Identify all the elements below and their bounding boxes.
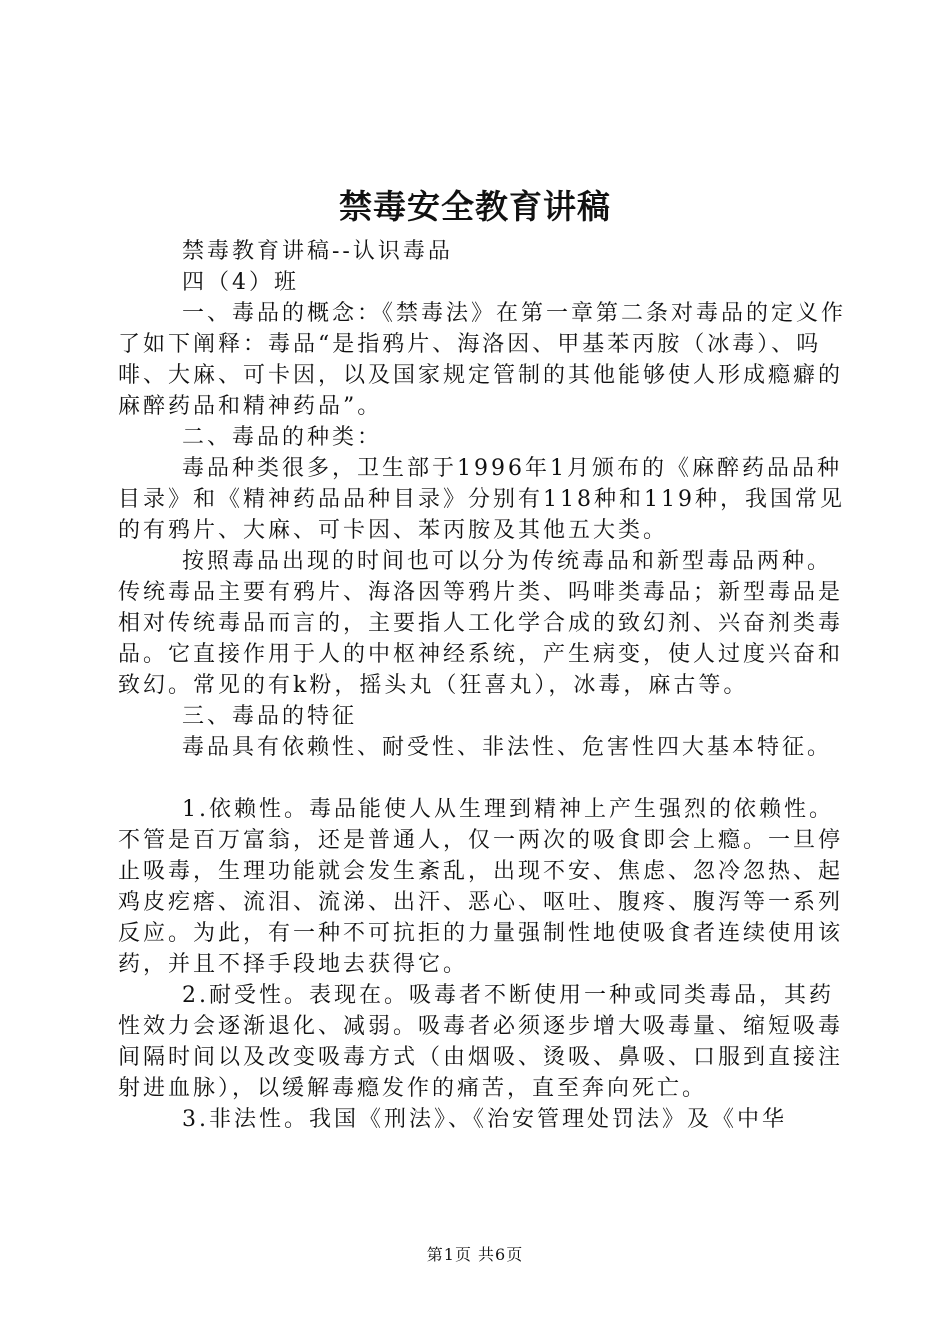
document-title: 禁毒安全教育讲稿 — [339, 187, 611, 226]
paragraph: 2.耐受性。表现在。吸毒者不断使用一种或同类毒品，其药性效力会逐渐退化、减弱。吸毒者必须逐步增大吸毒量、缩短吸毒间隔时间以及改变吸毒方式（由烟吸、烫吸、鼻吸、口服到直接注射进血脉），以缓解毒瘾发作的痛苦，直至奔向死亡。 — [118, 983, 844, 1101]
paragraph: 1.依赖性。毒品能使人从生理到精神上产生强烈的依赖性。不管是百万富翁，还是普通人，仅一两次的吸食即会上瘾。一旦停止吸毒，生理功能就会发生紊乱，出现不安、焦虑、忽冷忽热、起鸡皮疙瘩、流泪、流涕、出汗、恶心、呕吐、腹疼、腹泻等一系列反应。为此，有一种不可抗拒的力量强制性地使吸食者连续使用该药，并且不择手段地去获得它。 — [118, 797, 844, 977]
paragraph: 按照毒品出现的时间也可以分为传统毒品和新型毒品两种。传统毒品主要有鸦片、海洛因等鸦片类、吗啡类毒品；新型毒品是相对传统毒品而言的，主要指人工化学合成的致幻剂、兴奋剂类毒品。它直接作用于人的中枢神经系统，产生病变，使人过度兴奋和致幻。常见的有k粉，摇头丸（狂喜丸），冰毒，麻古等。 — [118, 549, 844, 698]
subtitle-line: 禁毒教育讲稿--认识毒品 — [182, 239, 453, 264]
paragraph: 3.非法性。我国《刑法》、《治安管理处罚法》及《中华 — [182, 1107, 787, 1132]
page-footer: 第1页 共6页 — [426, 1245, 524, 1264]
document-body — [118, 236, 848, 1135]
section-heading: 三、毒品的特征 — [182, 704, 358, 729]
paragraph: 毒品种类很多，卫生部于1996年1月颁布的《麻醉药品品种目录》和《精神药品品种目录》分别有118种和119种，我国常见的有鸦片、大麻、可卡因、苯丙胺及其他五大类。 — [118, 456, 845, 543]
paragraph: 毒品具有依赖性、耐受性、非法性、危害性四大基本特征。 — [182, 735, 833, 760]
class-line: 四（4）班 — [182, 270, 299, 295]
paragraph: 一、毒品的概念：《禁毒法》在第一章第二条对毒品的定义作了如下阐释：毒品“是指鸦片、海洛因、甲基苯丙胺（冰毒）、吗啡、大麻、可卡因，以及国家规定管制的其他能够使人形成瘾癖的麻醉药品和精神药品”。 — [118, 301, 847, 419]
section-heading: 二、毒品的种类： — [182, 425, 383, 450]
